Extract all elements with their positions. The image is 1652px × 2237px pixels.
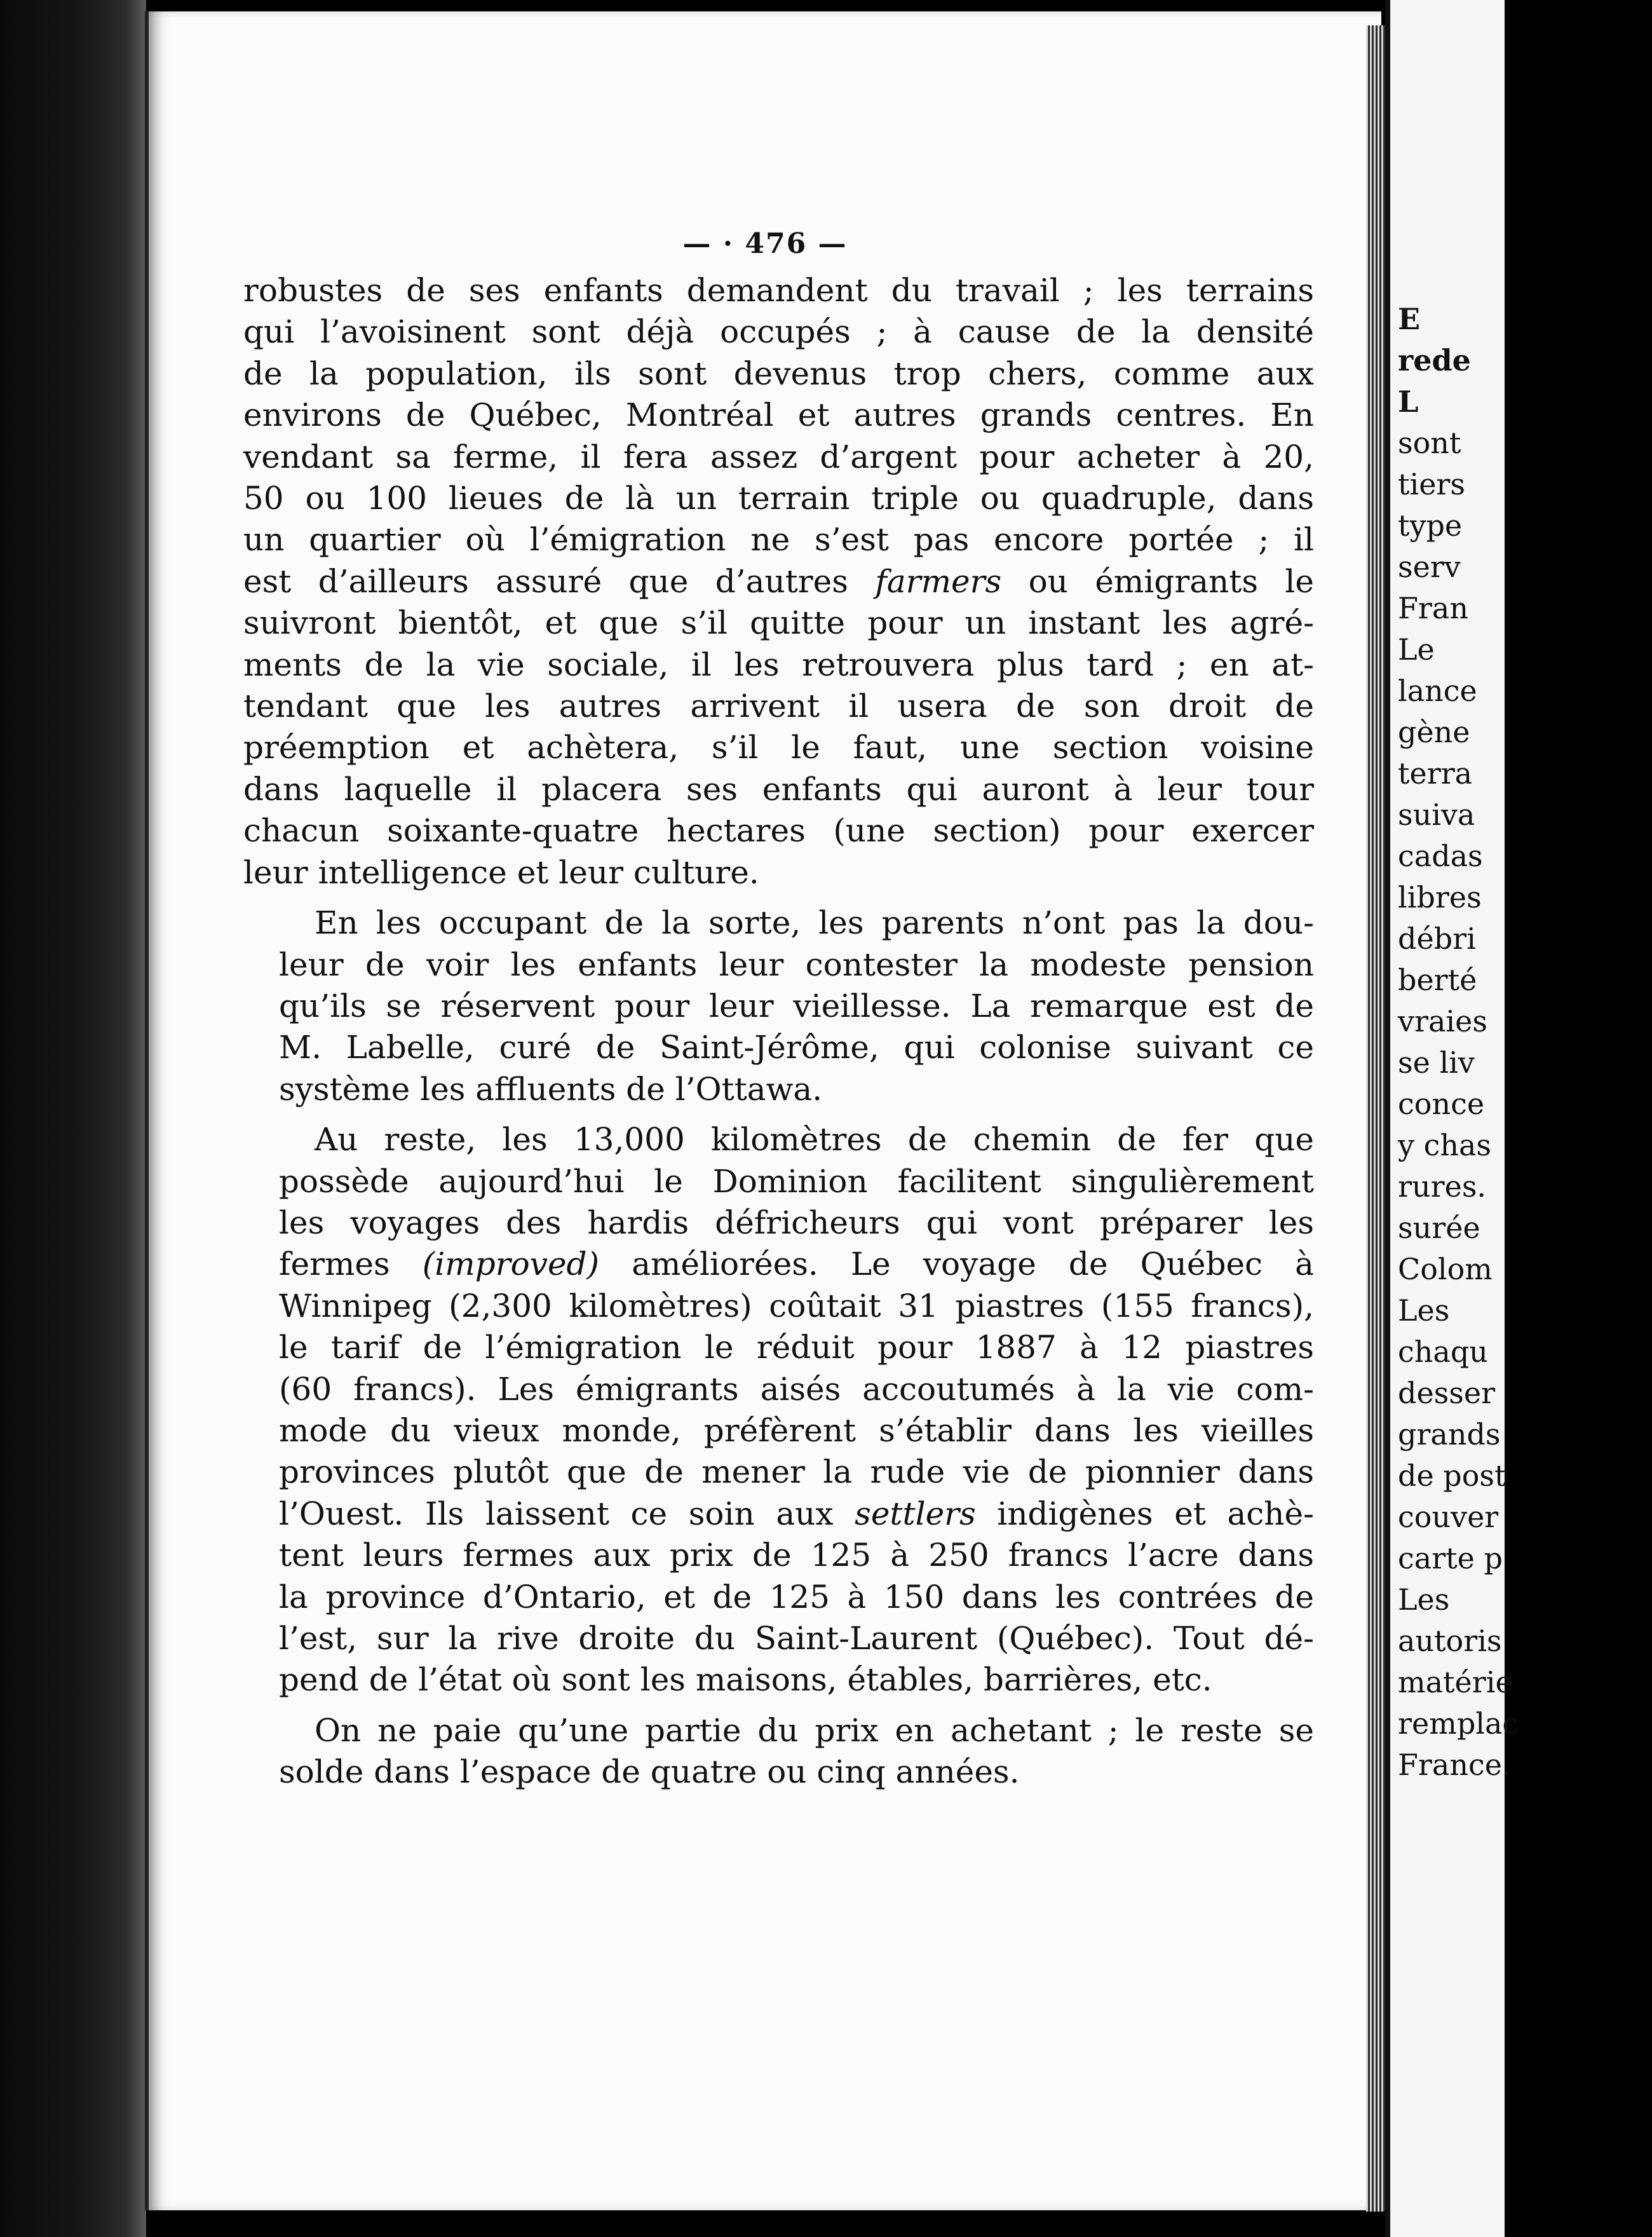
facing-text-fragment: rures. bbox=[1398, 1169, 1487, 1204]
text-line: environs de Québec, Montréal et autres grands centres. En bbox=[243, 397, 1314, 434]
facing-text-fragment: France. bbox=[1398, 1748, 1512, 1782]
facing-text-fragment: berté bbox=[1398, 963, 1477, 997]
text-line: de la population, ils sont devenus trop chers, comme aux bbox=[243, 355, 1314, 392]
text-line: ments de la vie sociale, il les retrouvera plus tard ; en at- bbox=[243, 646, 1314, 683]
text-line: les voyages des hardis défricheurs qui vont préparer les bbox=[279, 1204, 1314, 1241]
text-line: possède aujourd’hui le Dominion facilitent singulièrement bbox=[279, 1162, 1314, 1200]
book-binding-gutter bbox=[0, 0, 146, 2237]
facing-text-fragment: rede bbox=[1398, 343, 1471, 377]
facing-text-fragment: matérie bbox=[1398, 1665, 1513, 1699]
facing-page-text bbox=[1398, 299, 1652, 1786]
paragraph bbox=[243, 1119, 1314, 1701]
facing-text-fragment: grands bbox=[1398, 1417, 1501, 1452]
text-line: préemption et achètera, s’il le faut, une section voisine bbox=[243, 729, 1314, 766]
facing-text-fragment: Le bbox=[1398, 632, 1435, 667]
facing-text-fragment: couver bbox=[1398, 1500, 1499, 1534]
facing-text-fragment: surée bbox=[1398, 1211, 1480, 1245]
paragraph bbox=[243, 902, 1314, 1110]
text-line: tent leurs fermes aux prix de 125 à 250 francs l’acre dans bbox=[279, 1537, 1314, 1574]
text-line: On ne paie qu’une partie du prix en achetant ; le reste se bbox=[315, 1711, 1314, 1749]
text-line: (60 francs). Les émigrants aisés accoutumés à la vie com- bbox=[279, 1370, 1314, 1408]
facing-text-fragment: E bbox=[1398, 302, 1421, 336]
facing-text-fragment: Colom bbox=[1398, 1252, 1493, 1286]
facing-text-fragment: sont bbox=[1398, 426, 1461, 460]
text-line: En les occupant de la sorte, les parents n’ont pas la dou- bbox=[315, 904, 1314, 942]
facing-text-fragment: conce bbox=[1398, 1087, 1485, 1121]
text-line: leur intelligence et leur culture. bbox=[243, 853, 759, 891]
facing-text-fragment: L bbox=[1398, 384, 1419, 419]
text-line: Winnipeg (2,300 kilomètres) coûtait 31 piastres (155 francs), bbox=[279, 1287, 1314, 1324]
text-line: provinces plutôt que de mener la rude vie de pionnier dans bbox=[279, 1453, 1314, 1491]
text-line: qui l’avoisinent sont déjà occupés ; à cause de la densité bbox=[243, 313, 1314, 351]
page-edge-stack bbox=[1366, 25, 1385, 2212]
text-line: suivront bientôt, et que s’il quitte pour un instant les agré- bbox=[243, 604, 1314, 642]
text-line: est d’ailleurs assuré que d’autres farmers ou émigrants le bbox=[243, 562, 1315, 600]
text-line: leur de voir les enfants leur contester la modeste pension bbox=[279, 946, 1314, 983]
text-line: l’est, sur la rive droite du Saint-Laurent (Québec). Tout dé- bbox=[279, 1620, 1314, 1657]
italic-term: (improved) bbox=[422, 1246, 600, 1283]
text-line: la province d’Ontario, et de 125 à 150 dans les contrées de bbox=[279, 1578, 1314, 1615]
text-line: un quartier où l’émigration ne s’est pas encore portée ; il bbox=[243, 521, 1314, 559]
italic-term: farmers bbox=[875, 562, 1002, 600]
facing-text-fragment: gène bbox=[1398, 715, 1470, 749]
facing-text-fragment: serv bbox=[1398, 550, 1461, 584]
facing-text-fragment: Les bbox=[1398, 1293, 1450, 1328]
text-line: 50 ou 100 lieues de là un terrain triple ou quadruple, dans bbox=[243, 480, 1314, 517]
paragraph bbox=[243, 270, 1314, 894]
text-line: fermes (improved) améliorées. Le voyage de Québec à bbox=[279, 1246, 1314, 1283]
text-line: vendant sa ferme, il fera assez d’argent pour acheter à 20, bbox=[243, 438, 1314, 475]
text-line: pend de l’état où sont les maisons, étables, barrières, etc. bbox=[279, 1661, 1212, 1699]
text-line: solde dans l’espace de quatre ou cinq années. bbox=[279, 1753, 1020, 1791]
facing-text-fragment: débri bbox=[1398, 921, 1476, 956]
facing-text-fragment: autoris bbox=[1398, 1624, 1502, 1658]
text-line: système les affluents de l’Ottawa. bbox=[279, 1070, 823, 1108]
facing-text-fragment: type bbox=[1398, 508, 1463, 543]
facing-text-fragment: Les bbox=[1398, 1582, 1450, 1617]
text-line: l’Ouest. Ils laissent ce soin aux settlers indigènes et achè- bbox=[279, 1495, 1314, 1532]
facing-text-fragment: chaqu bbox=[1398, 1335, 1488, 1369]
text-line: robustes de ses enfants demandent du travail ; les terrains bbox=[243, 272, 1314, 309]
facing-text-fragment: tiers bbox=[1398, 467, 1466, 501]
facing-text-fragment: remplac bbox=[1398, 1706, 1519, 1741]
facing-text-fragment: lance bbox=[1398, 674, 1477, 708]
facing-text-fragment: suiva bbox=[1398, 798, 1475, 832]
text-line: dans laquelle il placera ses enfants qui auront à leur tour bbox=[243, 770, 1314, 808]
facing-text-fragment: se liv bbox=[1398, 1045, 1475, 1080]
facing-text-fragment: de post bbox=[1398, 1458, 1506, 1493]
facing-text-fragment: carte p bbox=[1398, 1541, 1503, 1575]
facing-text-fragment: y chas bbox=[1398, 1128, 1492, 1162]
text-line: tendant que les autres arrivent il usera de son droit de bbox=[243, 688, 1314, 725]
facing-text-fragment: libres bbox=[1398, 880, 1482, 915]
text-line: qu’ils se réservent pour leur vieillesse. La remarque est de bbox=[279, 987, 1314, 1024]
facing-text-fragment: vraies bbox=[1398, 1004, 1487, 1038]
page-body-text bbox=[243, 270, 1314, 1802]
facing-text-fragment: desser bbox=[1398, 1376, 1496, 1410]
italic-term: settlers bbox=[855, 1495, 976, 1532]
text-line: M. Labelle, curé de Saint-Jérôme, qui colonise suivant ce bbox=[279, 1029, 1314, 1066]
text-line: mode du vieux monde, préfèrent s’établir dans les vieilles bbox=[279, 1411, 1314, 1449]
facing-text-fragment: terra bbox=[1398, 756, 1473, 791]
facing-text-fragment: cadas bbox=[1398, 839, 1483, 873]
facing-text-fragment: Fran bbox=[1398, 591, 1468, 625]
page-number: — · 476 — bbox=[682, 228, 848, 260]
text-line: Au reste, les 13,000 kilomètres de chemin de fer que bbox=[315, 1121, 1314, 1159]
paragraph bbox=[243, 1710, 1314, 1793]
text-line: chacun soixante-quatre hectares (une section) pour exercer bbox=[243, 812, 1314, 850]
text-line: le tarif de l’émigration le réduit pour 1887 à 12 piastres bbox=[279, 1329, 1314, 1366]
facing-page bbox=[1385, 0, 1519, 2237]
